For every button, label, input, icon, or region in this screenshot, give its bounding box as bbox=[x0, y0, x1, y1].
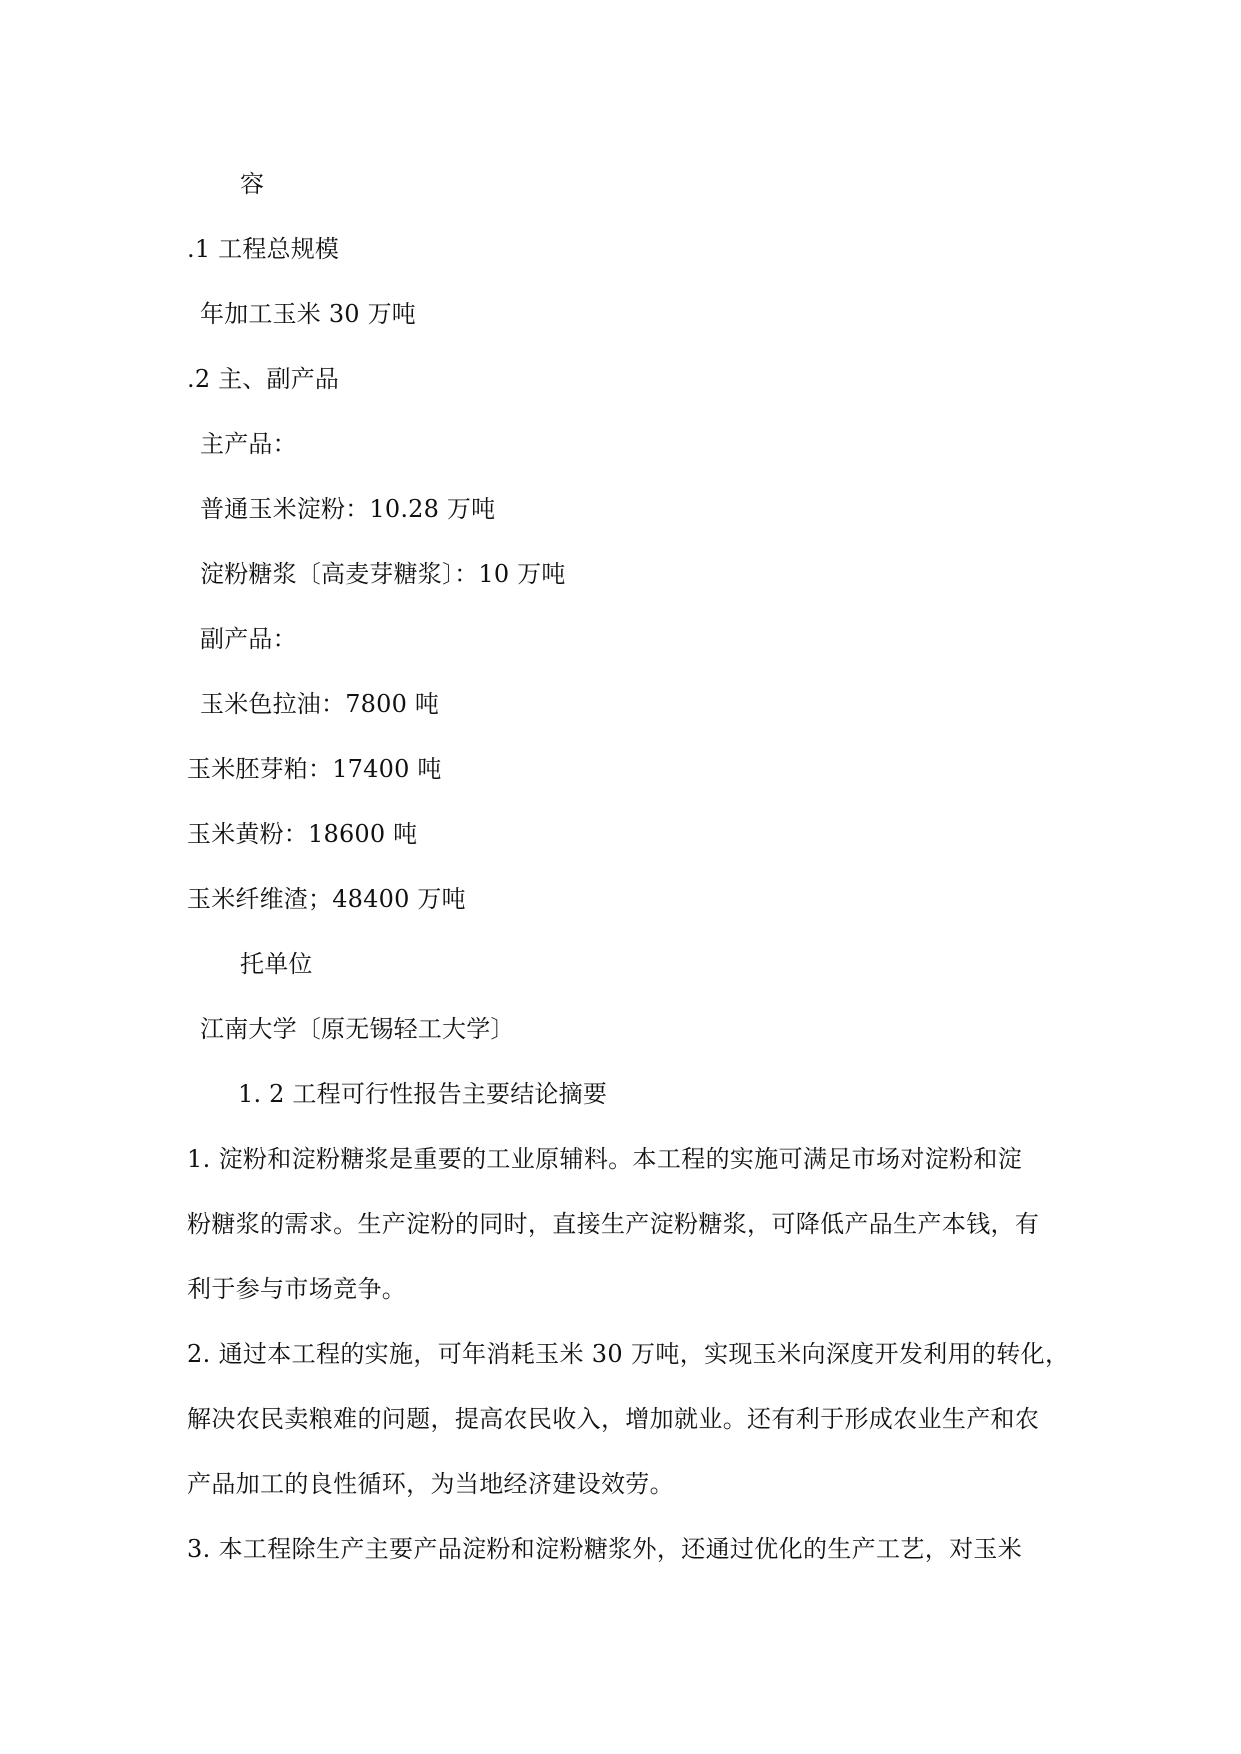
main-product-2: 淀粉糖浆〔高麦芽糖浆〕：10 万吨 bbox=[200, 560, 566, 588]
summary-paragraph-2-line-1: 2. 通过本工程的实施，可年消耗玉米 30 万吨，实现玉米向深度开发利用的转化， bbox=[187, 1340, 1070, 1368]
main-products-label: 主产品： bbox=[200, 430, 297, 458]
entrust-heading-fragment: 托单位 bbox=[240, 950, 313, 978]
summary-paragraph-1-line-1: 1. 淀粉和淀粉糖浆是重要的工业原辅料。本工程的实施可满足市场对淀粉和淀 bbox=[187, 1145, 1023, 1173]
by-product-1: 玉米色拉油：7800 吨 bbox=[200, 690, 440, 718]
summary-paragraph-3-line-1: 3. 本工程除生产主要产品淀粉和淀粉糖浆外，还通过优化的生产工艺，对玉米 bbox=[187, 1535, 1023, 1563]
by-products-label: 副产品： bbox=[200, 625, 297, 653]
main-product-1: 普通玉米淀粉：10.28 万吨 bbox=[200, 495, 496, 523]
summary-paragraph-1-line-2: 粉糖浆的需求。生产淀粉的同时，直接生产淀粉糖浆，可降低产品生产本钱，有 bbox=[187, 1210, 1040, 1238]
summary-heading: 1. 2 工程可行性报告主要结论摘要 bbox=[238, 1080, 608, 1108]
summary-paragraph-2-line-3: 产品加工的良性循环，为当地经济建设效劳。 bbox=[187, 1470, 674, 1498]
scale-text: 年加工玉米 30 万吨 bbox=[200, 300, 416, 328]
by-product-4: 玉米纤维渣；48400 万吨 bbox=[187, 885, 466, 913]
section-heading-scale: .1 工程总规模 bbox=[187, 235, 340, 263]
summary-paragraph-1-line-3: 利于参与市场竞争。 bbox=[187, 1275, 407, 1303]
summary-paragraph-2-line-2: 解决农民卖粮难的问题，提高农民收入，增加就业。还有利于形成农业生产和农 bbox=[187, 1405, 1040, 1433]
section-heading-products: .2 主、副产品 bbox=[187, 365, 340, 393]
heading-fragment: 容 bbox=[240, 170, 265, 198]
by-product-2: 玉米胚芽粕：17400 吨 bbox=[187, 755, 442, 783]
entrust-unit: 江南大学〔原无锡轻工大学〕 bbox=[200, 1015, 515, 1043]
by-product-3: 玉米黄粉：18600 吨 bbox=[187, 820, 418, 848]
